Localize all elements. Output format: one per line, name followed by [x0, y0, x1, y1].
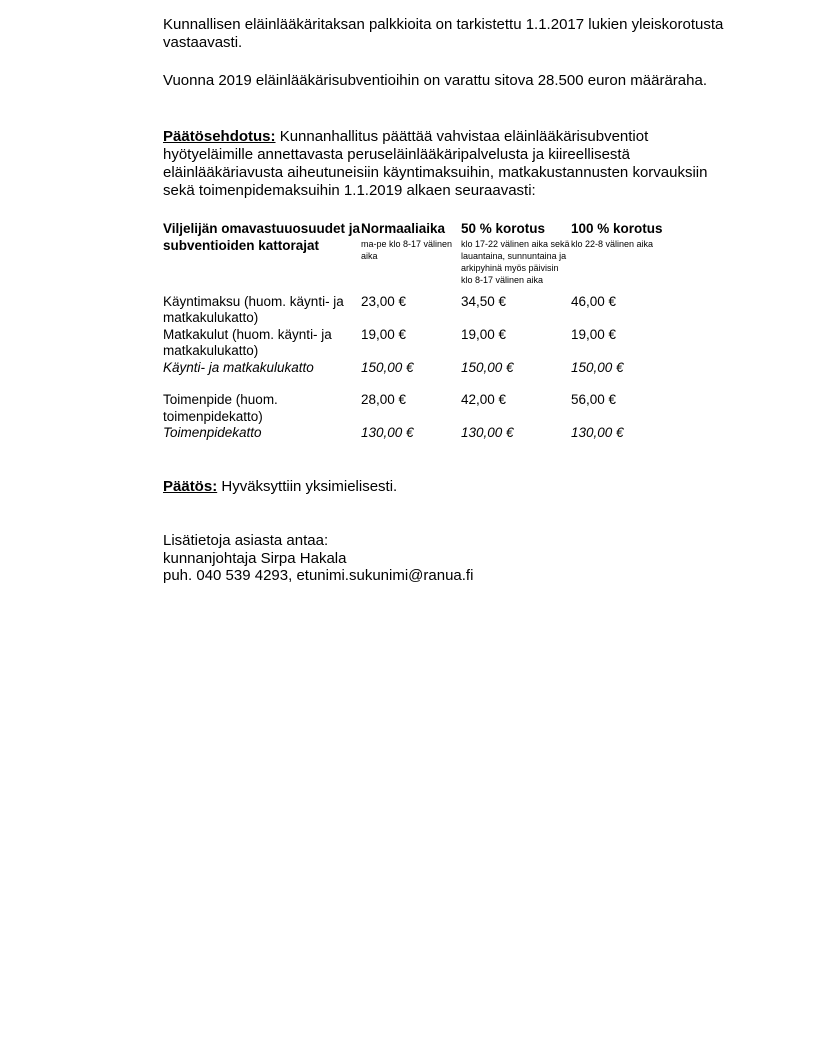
- decision-paragraph: [163, 478, 397, 496]
- table-row: [163, 425, 691, 442]
- row-value: 19,00 €: [361, 326, 407, 342]
- header-title: 50 % korotus: [461, 221, 546, 236]
- proposal-paragraph: [163, 128, 738, 200]
- header-cell: [461, 221, 571, 294]
- subsidy-table: [163, 221, 691, 442]
- proposal-text: Kunnanhallitus päättää vahvistaa eläinlääkärisubventiot hyötyeläimille annettavasta peruseläinlääkäripalvelusta ja kiireellisestä eläinlääkäriavusta aiheutuneisiin käyntimaksuihin, matkakustannusten korvauksiin sekä toimenpidemaksuihin 1.1.2019 alkaen seuraavasti:: [163, 128, 708, 199]
- paragraph-budget: Vuonna 2019 eläinlääkärisubventioihin on varattu sitova 28.500 euron määräraha.: [163, 72, 707, 89]
- contact-details: puh. 040 539 4293, etunimi.sukunimi@ranua.fi: [163, 567, 474, 584]
- row-label: Toimenpide (huom. toimenpidekatto): [163, 392, 278, 424]
- row-value: 150,00 €: [461, 359, 514, 375]
- header-note: klo 17-22 välinen aika sekä lauantaina, sunnuntaina ja arkipyhinä myös päivisin klo 8-17 välinen aika: [461, 238, 570, 285]
- row-label: Toimenpidekatto: [163, 425, 262, 440]
- row-label: Matkakulut (huom. käynti- ja matkakulukatto): [163, 326, 332, 358]
- row-value: 130,00 €: [461, 425, 514, 440]
- table-row: [163, 392, 691, 425]
- contact-block: [163, 532, 473, 585]
- row-label: Käyntimaksu (huom. käynti- ja matkakulukatto): [163, 293, 344, 325]
- row-value: 23,00 €: [361, 293, 407, 309]
- contact-person: kunnanjohtaja Sirpa Hakala: [163, 549, 347, 567]
- row-value: 42,00 €: [461, 392, 507, 407]
- row-value: 56,00 €: [571, 392, 617, 407]
- row-value: 34,50 €: [461, 293, 507, 309]
- table-header-row: [163, 221, 691, 294]
- row-value: 130,00 €: [361, 425, 414, 440]
- header-cell: [163, 221, 361, 294]
- row-value: 130,00 €: [571, 425, 624, 440]
- header-cell: [571, 221, 691, 294]
- row-value: 150,00 €: [361, 359, 414, 375]
- row-value: 19,00 €: [461, 326, 507, 342]
- decision-text: Hyväksyttiin yksimielisesti.: [221, 478, 398, 495]
- proposal-lead: Päätösehdotus:: [163, 128, 276, 145]
- row-label: Käynti- ja matkakulukatto: [163, 359, 314, 375]
- table-row: [163, 327, 691, 360]
- table-row: [163, 360, 691, 377]
- row-value: 150,00 €: [571, 359, 624, 375]
- header-note: ma-pe klo 8-17 välinen aika: [361, 238, 453, 261]
- contact-intro: Lisätietoja asiasta antaa:: [163, 532, 329, 549]
- paragraph-fee-update: Kunnallisen eläinlääkäritaksan palkkioita on tarkistettu 1.1.2017 lukien yleiskorotusta vastaavasti.: [163, 16, 724, 51]
- row-value: 19,00 €: [571, 326, 617, 342]
- table-row: [163, 294, 691, 327]
- decision-lead: Päätös:: [163, 478, 218, 495]
- header-title: 100 % korotus: [571, 221, 663, 236]
- header-cell: [361, 221, 461, 294]
- row-value: 46,00 €: [571, 293, 617, 309]
- header-title: Viljelijän omavastuuosuudet ja subventioiden kattorajat: [163, 221, 361, 253]
- table-spacer-row: [163, 376, 691, 392]
- header-note: klo 22-8 välinen aika: [571, 238, 654, 249]
- header-title: Normaaliaika: [361, 221, 446, 236]
- row-value: 28,00 €: [361, 392, 407, 407]
